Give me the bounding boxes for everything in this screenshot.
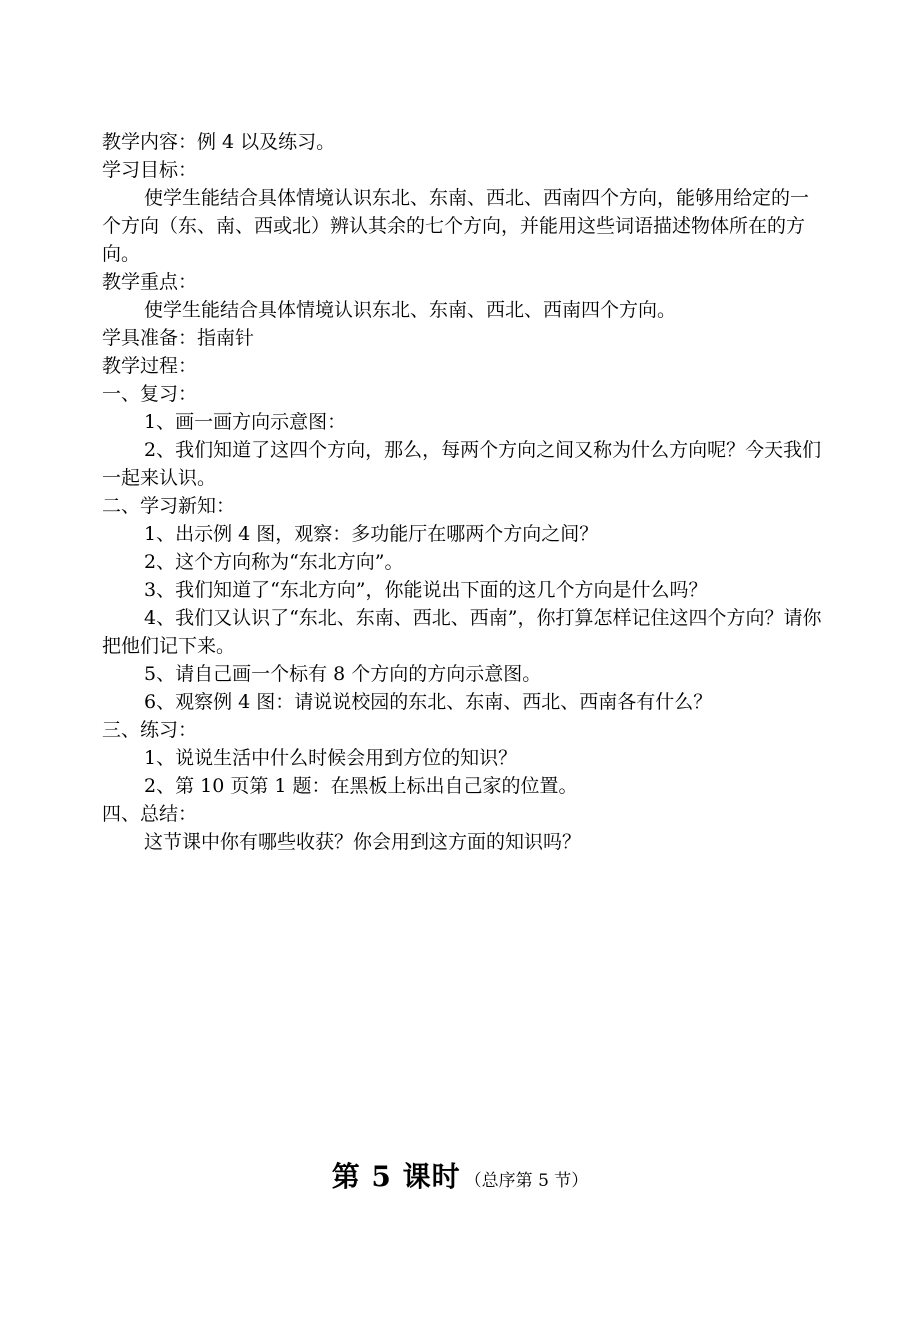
practice-item-2: 2、第 10 页第 1 题：在黑板上标出自己家的位置。 <box>144 775 578 797</box>
practice-item-1: 1、说说生活中什么时候会用到方位的知识？ <box>144 747 518 769</box>
new-knowledge-heading: 二、学习新知： <box>102 495 236 517</box>
review-heading: 一、复习： <box>102 383 198 405</box>
teaching-focus-text: 使学生能结合具体情境认识东北、东南、西北、西南四个方向。 <box>144 299 677 321</box>
lesson-plan-body <box>102 128 822 856</box>
new-knowledge-item-1: 1、出示例 4 图，观察：多功能厅在哪两个方向之间？ <box>144 523 599 545</box>
new-knowledge-item-3: 3、我们知道了“东北方向”，你能说出下面的这几个方向是什么吗？ <box>144 579 708 601</box>
summary-heading: 四、总结： <box>102 803 198 825</box>
learning-goal-heading: 学习目标： <box>102 159 198 181</box>
lesson-title <box>0 1155 920 1195</box>
review-item-1: 1、画一画方向示意图： <box>144 411 347 433</box>
new-knowledge-item-5: 5、请自己画一个标有 8 个方向的方向示意图。 <box>144 663 542 685</box>
new-knowledge-item-6: 6、观察例 4 图：请说说校园的东北、东南、西北、西南各有什么？ <box>144 691 713 713</box>
teaching-focus-heading: 教学重点： <box>102 271 198 293</box>
teaching-process-heading: 教学过程： <box>102 355 198 377</box>
new-knowledge-item-4: 4、我们又认识了“东北、东南、西北、西南”，你打算怎样记住这四个方向？请你把他们记下来。 <box>102 607 822 657</box>
learning-goal-text: 使学生能结合具体情境认识东北、东南、西北、西南四个方向，能够用给定的一个方向（东、南、西或北）辨认其余的七个方向，并能用这些词语描述物体所在的方向。 <box>102 187 810 265</box>
lesson-title-subtitle: （总序第 5 节） <box>464 1171 589 1191</box>
practice-heading: 三、练习： <box>102 719 198 741</box>
tools-line: 学具准备：指南针 <box>102 327 255 349</box>
new-knowledge-item-2: 2、这个方向称为“东北方向”。 <box>144 551 404 573</box>
review-item-2: 2、我们知道了这四个方向，那么，每两个方向之间又称为什么方向呢？今天我们一起来认识。 <box>102 439 822 489</box>
lesson-title-main: 第 5 课时 <box>331 1160 461 1193</box>
summary-text: 这节课中你有哪些收获？你会用到这方面的知识吗？ <box>144 831 582 853</box>
teaching-content-line: 教学内容：例 4 以及练习。 <box>102 131 336 153</box>
